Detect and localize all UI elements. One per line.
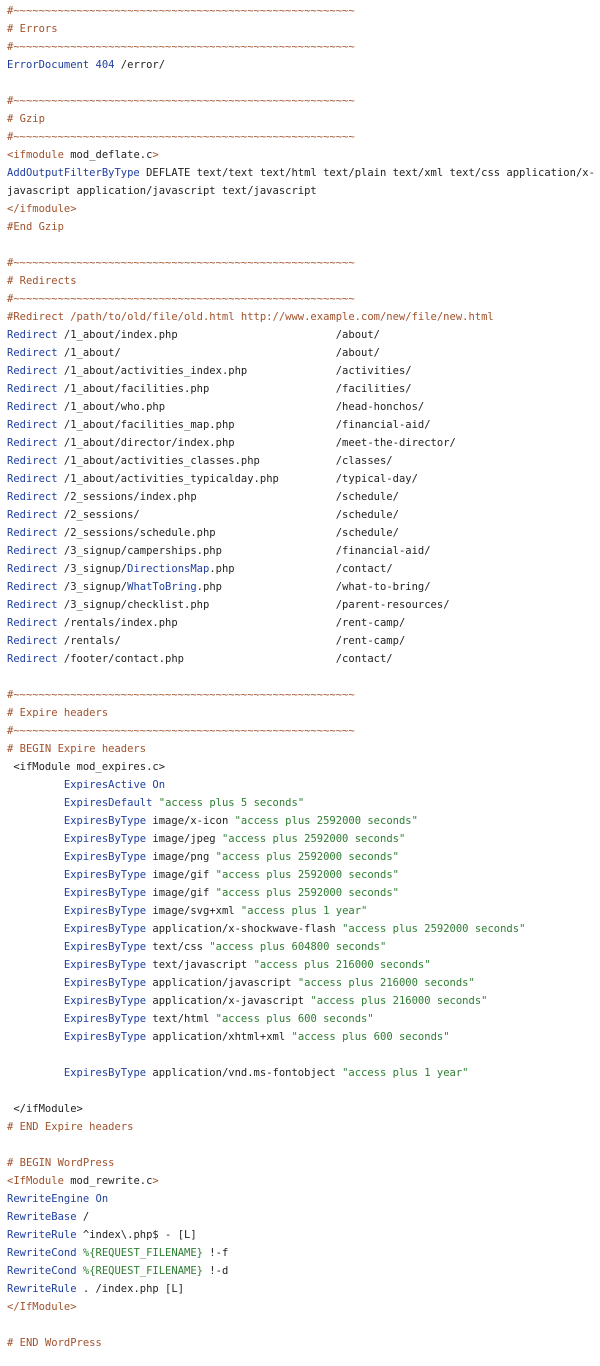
code-line [7,236,600,254]
code-token: ExpiresByType [63,887,147,899]
code-token: Redirect [7,437,58,449]
code-token: text/html [146,1013,216,1025]
code-token: /2_sessions/ /schedule/ [57,509,399,521]
code-line [7,542,600,560]
code-line [7,1316,600,1334]
code-line [7,830,600,848]
code-line [7,1154,600,1172]
code-token: DEFLATE text/text text/html text/plain text/xml text/css application/x- [139,167,595,179]
code-line [7,794,600,812]
code-token [7,995,64,1007]
code-line [7,1010,600,1028]
code-token: #~~~~~~~~~~~~~~~~~~~~~~~~~~~~~~~~~~~~~~~~~~~~~~~~~~~~~~ [7,689,355,701]
code-token: "access plus 1 year" [240,905,368,917]
code-token: ExpiresByType [63,923,147,935]
code-token: application/xhtml+xml [146,1031,292,1043]
code-token: #~~~~~~~~~~~~~~~~~~~~~~~~~~~~~~~~~~~~~~~~~~~~~~~~~~~~~~ [7,725,355,737]
code-line [7,578,600,596]
code-token: /1_about/activities_typicalday.php /typical-day/ [57,473,418,485]
code-token: Redirect [7,473,58,485]
code-token: "access plus 2592000 seconds" [215,869,399,881]
code-token: AddOutputFilterByType [7,167,140,179]
code-line [7,362,600,380]
code-token: WhatToBring [127,581,197,593]
code-token: text/css [146,941,210,953]
code-token: /1_about/director/index.php /meet-the-director/ [57,437,456,449]
code-line [7,1262,600,1280]
code-token [7,851,64,863]
code-line [7,506,600,524]
code-token: RewriteRule [7,1283,77,1295]
code-token: application/vnd.ms-fontobject [146,1067,343,1079]
code-token: # Redirects [7,275,77,287]
code-token: RewriteCond [7,1247,77,1259]
code-token: /3_signup/ [57,563,128,575]
code-token: ExpiresByType [63,1013,147,1025]
code-token: Redirect [7,383,58,395]
code-line [7,1028,600,1046]
code-line [7,254,600,272]
code-token: "access plus 1 year" [342,1067,469,1079]
code-line [7,344,600,362]
code-line [7,1046,600,1064]
code-line [7,704,600,722]
code-token: </IfModule> [7,1301,77,1313]
code-token: # END Expire headers [7,1121,134,1133]
code-token: # Expire headers [7,707,109,719]
code-token: ExpiresByType [63,941,147,953]
code-line [7,650,600,668]
code-line [7,146,600,164]
code-token: RewriteRule [7,1229,77,1241]
code-token [7,797,64,809]
code-token: ExpiresByType [63,869,147,881]
code-line [7,488,600,506]
code-token: image/gif [146,869,216,881]
code-token: /1_about/who.php /head-honchos/ [57,401,425,413]
code-token: # BEGIN WordPress [7,1157,115,1169]
code-token: "access plus 2592000 seconds" [234,815,418,827]
code-token [7,815,64,827]
code-line [7,1226,600,1244]
code-line [7,1172,600,1190]
code-token: Redirect [7,329,58,341]
code-token: DirectionsMap [127,563,210,575]
code-line [7,164,600,182]
code-token: mod_rewrite.c [63,1175,153,1187]
code-token: Redirect [7,419,58,431]
code-token: Redirect [7,581,58,593]
code-token: /1_about/facilities.php /facilities/ [57,383,412,395]
code-token: /3_signup/checklist.php /parent-resources/ [57,599,450,611]
code-token: 404 [95,59,115,71]
code-token: ^index\.php$ - [L] [76,1229,197,1241]
code-token: #~~~~~~~~~~~~~~~~~~~~~~~~~~~~~~~~~~~~~~~~~~~~~~~~~~~~~~ [7,41,355,53]
code-token: #~~~~~~~~~~~~~~~~~~~~~~~~~~~~~~~~~~~~~~~~~~~~~~~~~~~~~~ [7,95,355,107]
code-token: ExpiresByType [63,815,147,827]
code-line [7,938,600,956]
code-token: "access plus 216000 seconds" [310,995,488,1007]
code-token: ExpiresByType [63,1067,147,1079]
code-token: #~~~~~~~~~~~~~~~~~~~~~~~~~~~~~~~~~~~~~~~~~~~~~~~~~~~~~~ [7,5,355,17]
code-line [7,272,600,290]
code-token: #End Gzip [7,221,64,233]
code-token: "access plus 5 seconds" [158,797,305,809]
code-token: </ifmodule> [7,203,77,215]
code-token [7,833,64,845]
code-line [7,1298,600,1316]
code-line [7,884,600,902]
code-line [7,326,600,344]
code-line [7,1100,600,1118]
code-token: RewriteBase [7,1211,77,1223]
code-line [7,128,600,146]
code-token: <ifModule mod_expires.c> [7,761,166,773]
code-line [7,848,600,866]
code-token [7,923,64,935]
code-token: ExpiresByType [63,833,147,845]
code-line [7,560,600,578]
code-line [7,38,600,56]
code-token: Redirect [7,635,58,647]
code-line [7,1334,600,1352]
code-line [7,380,600,398]
code-token: Redirect [7,617,58,629]
code-line [7,722,600,740]
code-line [7,470,600,488]
code-token: ExpiresDefault [63,797,153,809]
code-token [7,941,64,953]
code-token: ExpiresByType [63,995,147,1007]
code-line [7,200,600,218]
code-token: .php /contact/ [209,563,393,575]
code-token: /footer/contact.php /contact/ [57,653,393,665]
code-token: Redirect [7,365,58,377]
code-token: On [95,1193,109,1205]
code-token: /1_about/activities_classes.php /classes/ [57,455,393,467]
code-token: /error/ [114,59,166,71]
code-line [7,1136,600,1154]
code-token [7,1013,64,1025]
code-token: ExpiresByType [63,977,147,989]
code-line [7,992,600,1010]
code-token: ExpiresByType [63,905,147,917]
code-token: ExpiresActive [63,779,147,791]
code-token: "access plus 2592000 seconds" [221,833,406,845]
code-line [7,632,600,650]
code-token: > [152,149,159,161]
code-line [7,74,600,92]
code-token: !-d [202,1265,229,1277]
code-line [7,920,600,938]
code-token: Redirect [7,455,58,467]
code-token: /rentals/ /rent-camp/ [57,635,406,647]
code-line [7,1208,600,1226]
code-token: # Gzip [7,113,45,125]
code-token: "access plus 604800 seconds" [209,941,387,953]
code-token: "access plus 2592000 seconds" [215,887,399,899]
code-line [7,1118,600,1136]
code-token: "access plus 600 seconds" [291,1031,450,1043]
code-token: Redirect [7,599,58,611]
code-token: ErrorDocument [7,59,90,71]
code-line [7,614,600,632]
code-token: image/x-icon [146,815,235,827]
code-line [7,290,600,308]
code-token [7,887,64,899]
code-token: image/svg+xml [146,905,241,917]
code-token: /1_about/activities_index.php /activities/ [57,365,412,377]
code-token: > [152,1175,159,1187]
code-token: /1_about/facilities_map.php /financial-aid/ [57,419,431,431]
code-line [7,416,600,434]
code-token: # Errors [7,23,58,35]
code-line [7,740,600,758]
code-line [7,110,600,128]
code-token: #~~~~~~~~~~~~~~~~~~~~~~~~~~~~~~~~~~~~~~~~~~~~~~~~~~~~~~ [7,257,355,269]
code-token: Redirect [7,401,58,413]
code-token [7,779,64,791]
code-token [7,1031,64,1043]
code-token: On [152,779,166,791]
code-line [7,596,600,614]
code-token: "access plus 216000 seconds" [253,959,431,971]
code-line [7,92,600,110]
code-token: Redirect [7,563,58,575]
code-line [7,1082,600,1100]
code-token: /rentals/index.php /rent-camp/ [57,617,406,629]
code-token: !-f [202,1247,229,1259]
code-token: Redirect [7,491,58,503]
code-line [7,1244,600,1262]
code-token: RewriteEngine [7,1193,90,1205]
code-token: /1_about/ /about/ [57,347,380,359]
code-token: # BEGIN Expire headers [7,743,147,755]
code-token: /2_sessions/index.php /schedule/ [57,491,399,503]
code-token: ExpiresByType [63,959,147,971]
code-token: application/javascript [146,977,298,989]
code-line [7,758,600,776]
code-line [7,1064,600,1082]
code-token: #~~~~~~~~~~~~~~~~~~~~~~~~~~~~~~~~~~~~~~~~~~~~~~~~~~~~~~ [7,131,355,143]
code-line [7,668,600,686]
code-token: image/jpeg [146,833,222,845]
code-line [7,866,600,884]
code-token: image/gif [146,887,216,899]
code-line [7,434,600,452]
code-token: . /index.php [L] [76,1283,185,1295]
code-token [7,977,64,989]
code-line [7,308,600,326]
code-token: Redirect [7,347,58,359]
code-token: .php /what-to-bring/ [196,581,431,593]
code-token: mod_deflate.c [63,149,153,161]
code-line [7,398,600,416]
code-token: Redirect [7,653,58,665]
code-line [7,974,600,992]
code-line [7,1190,600,1208]
code-token [7,905,64,917]
code-token: image/png [146,851,216,863]
code-line [7,524,600,542]
code-line [7,902,600,920]
code-line [7,218,600,236]
code-token: Redirect [7,527,58,539]
code-token: %{REQUEST_FILENAME} [82,1265,203,1277]
code-token [7,869,64,881]
code-token [7,959,64,971]
code-line [7,20,600,38]
code-token: Redirect [7,509,58,521]
code-token: #Redirect /path/to/old/file/old.html http://www.example.com/new/file/new.html [7,311,494,323]
code-token: %{REQUEST_FILENAME} [82,1247,203,1259]
code-line [7,1280,600,1298]
code-token: javascript application/javascript text/javascript [7,185,317,197]
code-token: "access plus 2592000 seconds" [342,923,526,935]
code-line [7,182,600,200]
code-token: <ifmodule [7,149,64,161]
code-token: /3_signup/ [57,581,128,593]
code-token: "access plus 600 seconds" [215,1013,374,1025]
code-line [7,812,600,830]
code-token: # END WordPress [7,1337,102,1349]
code-line [7,686,600,704]
code-line [7,56,600,74]
code-token: /3_signup/camperships.php /financial-aid/ [57,545,431,557]
code-token: #~~~~~~~~~~~~~~~~~~~~~~~~~~~~~~~~~~~~~~~~~~~~~~~~~~~~~~ [7,293,355,305]
code-token: "access plus 2592000 seconds" [215,851,399,863]
code-token: </ifModule> [7,1103,83,1115]
code-token [7,1067,64,1079]
code-token: ExpiresByType [63,1031,147,1043]
code-line [7,956,600,974]
code-token: /1_about/index.php /about/ [57,329,380,341]
code-token: /2_sessions/schedule.php /schedule/ [57,527,399,539]
code-line [7,2,600,20]
code-token: / [76,1211,90,1223]
code-token: application/x-shockwave-flash [146,923,343,935]
code-token: Redirect [7,545,58,557]
code-line [7,776,600,794]
code-token: text/javascript [146,959,254,971]
code-token: application/x-javascript [146,995,311,1007]
code-token: "access plus 216000 seconds" [297,977,475,989]
code-line [7,452,600,470]
code-token: RewriteCond [7,1265,77,1277]
code-token: <IfModule [7,1175,64,1187]
code-token: ExpiresByType [63,851,147,863]
